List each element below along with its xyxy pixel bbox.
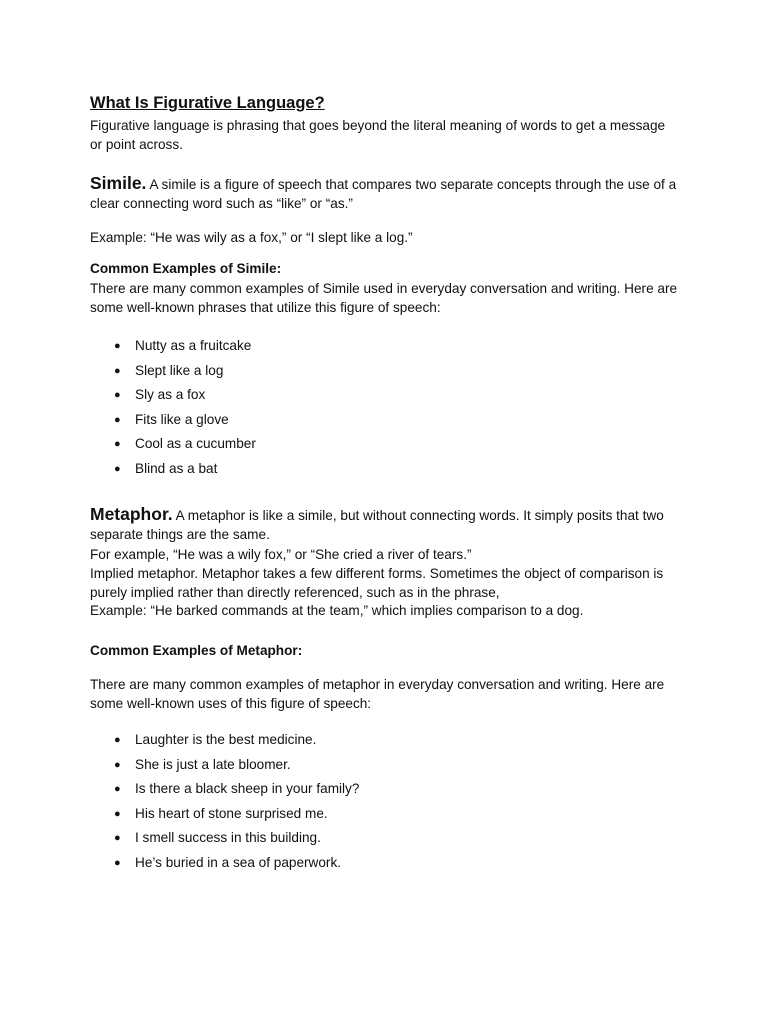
list-item: ● Laughter is the best medicine. — [90, 728, 590, 753]
list-item: ● Blind as a bat — [90, 457, 590, 482]
bullet-icon: ● — [114, 856, 121, 869]
metaphor-example: Example: “He barked commands at the team,” which implies comparison to a dog. — [90, 603, 584, 618]
bullet-icon: ● — [114, 734, 121, 746]
list-item: ● Nutty as a fruitcake — [90, 334, 590, 359]
metaphor-definition-text: A metaphor is like a simile, but without connecting words. It simply posits that two separate things are the same. — [90, 508, 664, 542]
metaphor-for-example: For example, “He was a wily fox,” or “She cried a river of tears.” — [90, 547, 472, 562]
bullet-icon: ● — [114, 389, 121, 402]
list-item: ● Sly as a fox — [90, 383, 590, 408]
simile-definition-text: A simile is a figure of speech that compares two separate concepts through the use of a clear connecting word such as “like” or “as.” — [90, 177, 677, 211]
list-item: ● I smell success in this building. — [90, 826, 590, 851]
bullet-icon: ● — [114, 758, 121, 771]
simile-examples-list — [90, 334, 590, 482]
simile-example: Example: “He was wily as a fox,” or “I slept like a log.” — [90, 230, 413, 245]
list-item: ● His heart of stone surprised me. — [90, 802, 590, 827]
metaphor-definition — [90, 505, 680, 544]
bullet-icon: ● — [114, 364, 121, 377]
page-title: What Is Figurative Language? — [90, 94, 325, 112]
metaphor-examples-heading: Common Examples of Metaphor: — [90, 643, 303, 658]
simile-examples-intro: There are many common examples of Simile used in everyday conversation and writing. Here are some well-known phrases that utilize this figure of speech: — [90, 281, 678, 315]
simile-term: Simile. — [90, 173, 147, 193]
bullet-icon: ● — [114, 462, 121, 475]
bullet-icon: ● — [114, 340, 121, 352]
list-item: ● Slept like a log — [90, 359, 590, 384]
metaphor-implied: Implied metaphor. Metaphor takes a few different forms. Sometimes the object of comparison is purely implied rather than directly referenced, such as in the phrase, — [90, 566, 664, 600]
list-item: ● Fits like a glove — [90, 408, 590, 433]
metaphor-examples-list — [90, 728, 590, 876]
list-item: ● She is just a late bloomer. — [90, 753, 590, 778]
bullet-icon: ● — [114, 413, 121, 426]
bullet-icon: ● — [114, 832, 121, 845]
bullet-icon: ● — [114, 438, 121, 451]
list-item: ● He’s buried in a sea of paperwork. — [90, 851, 590, 876]
list-item: ● Is there a black sheep in your family? — [90, 777, 590, 802]
metaphor-term: Metaphor. — [90, 504, 173, 524]
simile-definition — [90, 174, 680, 213]
metaphor-examples-intro: There are many common examples of metaphor in everyday conversation and writing. Here are some well-known uses of this figure of speech: — [90, 677, 665, 711]
simile-examples-heading: Common Examples of Simile: — [90, 261, 282, 276]
bullet-icon: ● — [114, 807, 121, 820]
bullet-icon: ● — [114, 783, 121, 796]
list-item: ● Cool as a cucumber — [90, 432, 590, 457]
intro-paragraph: Figurative language is phrasing that goes beyond the literal meaning of words to get a message or point across. — [90, 118, 666, 152]
